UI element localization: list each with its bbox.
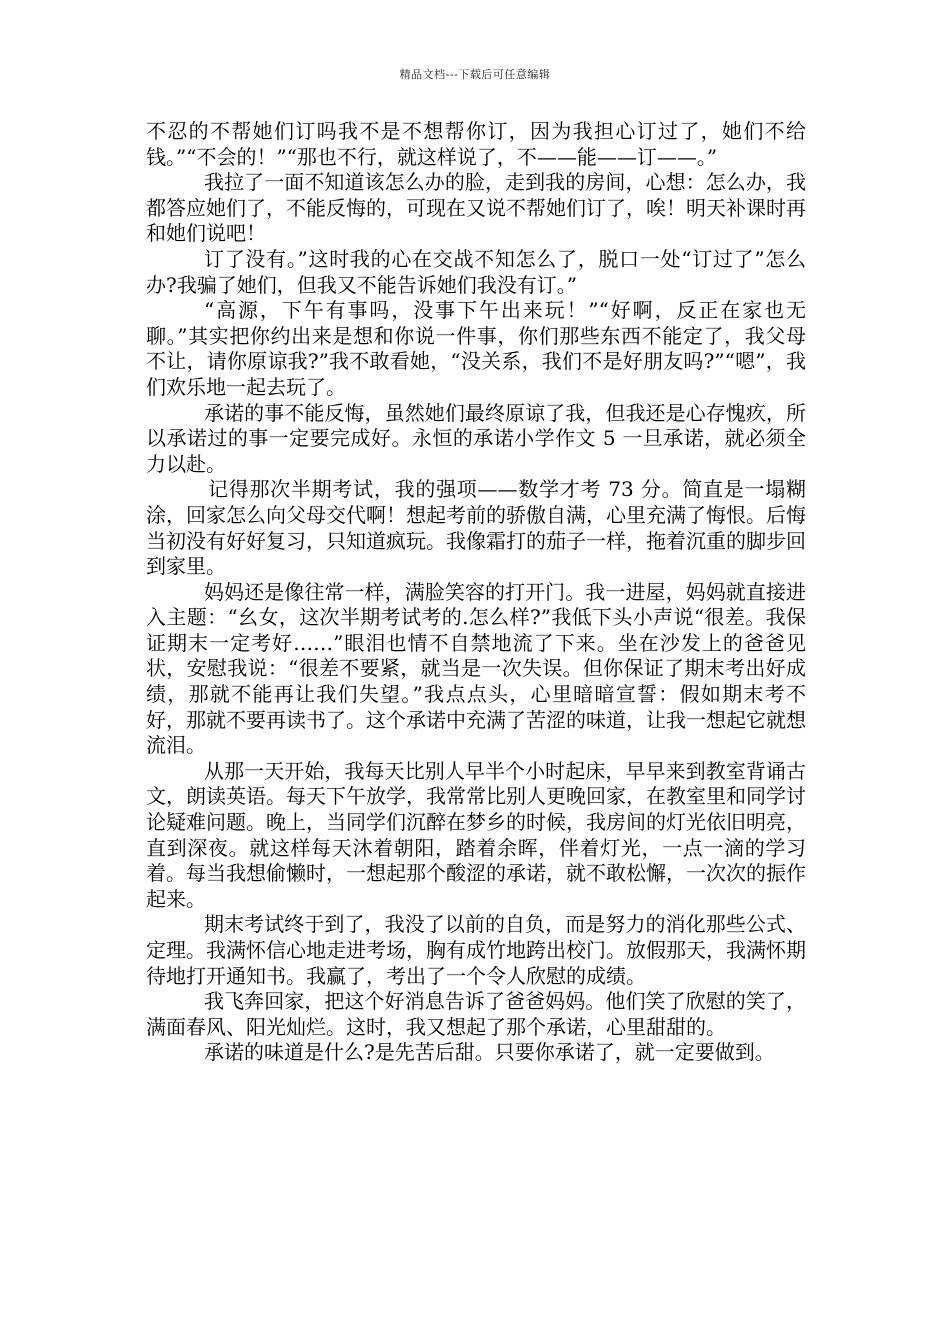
paragraph: 从那一天开始，我每天比别人早半个小时起床，早早来到教室背诵古文，朗读英语。每天下午放学，我常常比别人更晚回家，在教室里和同学讨论疑难问题。晚上，当同学们沉醉在梦乡的时候，我房间的灯光依旧明亮，直到深夜。就这样每天沐着朝阳，踏着余晖，伴着灯光，一点一滴的学习着。每当我想偷懒时，一想起那个酸涩的承诺，就不敢松懈，一次次的振作起来。 (146, 758, 806, 911)
paragraph: “高源，下午有事吗，没事下午出来玩！”“好啊，反正在家也无聊。”其实把你约出来是想和你说一件事，你们那些东西不能定了，我父母不让，请你原谅我?”我不敢看她，“没关系，我们不是好朋友吗?”“嗯”，我们欢乐地一起去玩了。 (146, 298, 806, 399)
page-header: 精品文档---下载后可任意编辑 (399, 68, 551, 81)
paragraph: 不忍的不帮她们订吗我不是不想帮你订，因为我担心订过了，她们不给钱。”“不会的！”“那也不行，就这样说了，不——能——订——。” (146, 119, 806, 169)
paragraph: 订了没有。”这时我的心在交战不知怎么了，脱口一处“订过了”怎么办?我骗了她们，但我又不能告诉她们我没有订。” (146, 246, 806, 297)
paragraph: 记得那次半期考试，我的强项——数学才考 73 分。简直是一塌糊涂，回家怎么向父母交代啊！想起考前的骄傲自满，心里充满了悔恨。后悔当初没有好好复习，只知道疯玩。我像霜打的茄子一样，拖着沉重的脚步回到家里。 (146, 477, 806, 579)
paragraph: 期末考试终于到了，我没了以前的自负，而是努力的消化那些公式、定理。我满怀信心地走进考场，胸有成竹地跨出校门。放假那天，我满怀期待地打开通知书。我赢了，考出了一个令人欣慰的成绩。 (146, 912, 806, 988)
document-body (146, 119, 806, 1066)
paragraph: 我拉了一面不知道该怎么办的脸，走到我的房间，心想：怎么办，我都答应她们了，不能反悔的，可现在又说不帮她们订了，唉！明天补课时再和她们说吧！ (146, 170, 806, 246)
paragraph: 我飞奔回家，把这个好消息告诉了爸爸妈妈。他们笑了欣慰的笑了，满面春风、阳光灿烂。这时，我又想起了那个承诺，心里甜甜的。 (146, 989, 806, 1039)
paragraph: 妈妈还是像往常一样，满脸笑容的打开门。我一进屋，妈妈就直接进入主题：“幺女，这次半期考试考的.怎么样?”我低下头小声说“很差。我保证期末一定考好……”眼泪也情不自禁地流了下来。坐在沙发上的爸爸见状，安慰我说：“很差不要紧，就当是一次失误。但你保证了期末考出好成绩，那就不能再让我们失望。”我点点头，心里暗暗宣誓：假如期末考不好，那就不要再读书了。这个承诺中充满了苦涩的味道，让我一想起它就想流泪。 (146, 579, 806, 758)
paragraph: 承诺的事不能反悔，虽然她们最终原谅了我，但我还是心存愧疚，所以承诺过的事一定要完成好。永恒的承诺小学作文 5 一旦承诺，就必须全力以赴。 (146, 400, 806, 476)
paragraph: 承诺的味道是什么?是先苦后甜。只要你承诺了，就一定要做到。 (204, 1040, 775, 1065)
